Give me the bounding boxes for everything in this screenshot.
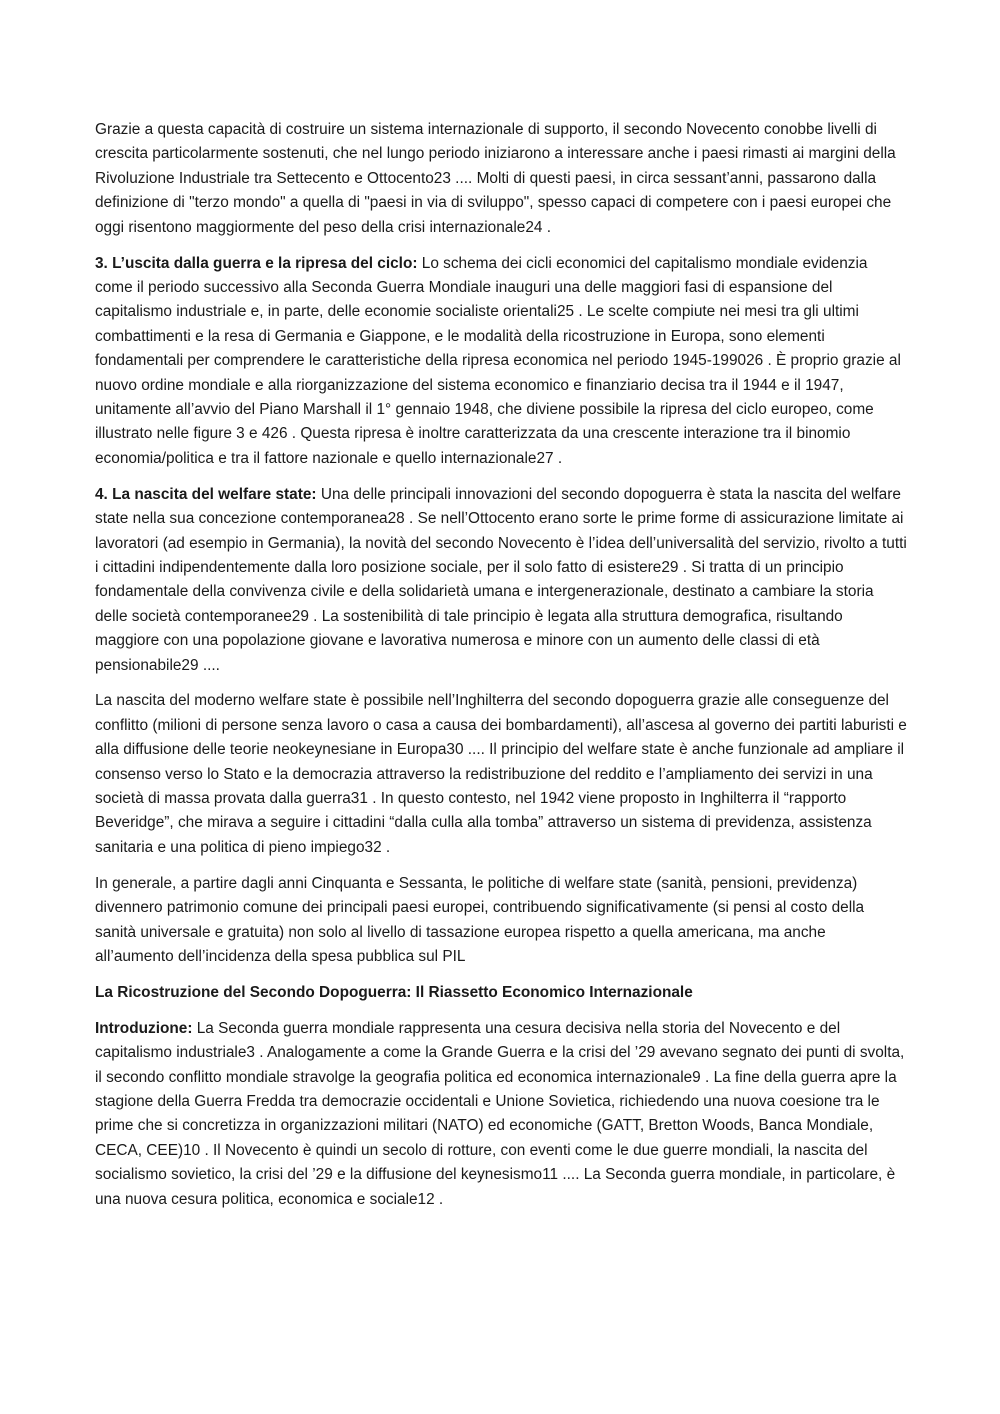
paragraph-welfare-europe: In generale, a partire dagli anni Cinquanta e Sessanta, le politiche di welfare state (sanità, pensioni, previdenza) divennero patrimonio comune dei principali paesi europei, contribuendo significativamente (si pensi al costo della sanità universale e gratuita) non solo al livello di tassazione europea rispetto a quella americana, ma anche all’aumento dell’incidenza della spesa pubblica sul PIL xyxy=(95,874,865,965)
paragraph-welfare-birth xyxy=(95,483,907,678)
paragraph-body-introduction: La Seconda guerra mondiale rappresenta una cesura decisiva nella storia del Novecento e del capitalismo industriale3 . Analogamente a come la Grande Guerra e la crisi del ’29 avevano segnato dei punti di svolta, il secondo conflitto mondiale stravolge la geografia politica ed economica internazionale9 . La fine della guerra apre la stagione della Guerra Fredda tra democrazie occidentali e Unione Sovietica, richiedendo una nuova coesione tra le prime che si concretizza in organizzazioni militari (NATO) ed economiche (GATT, Bretton Woods, Banca Mondiale, CECA, CEE)10 . Il Novecento è quindi un secolo di rotture, con eventi come le due guerre mondiali, la nascita del socialismo sovietico, la crisi del ’29 e la diffusione del keynesismo11 .... La Seconda guerra mondiale, in particolare, è una nuova cesura politica, economica e sociale12 . xyxy=(95,1019,905,1208)
paragraph-introduction xyxy=(95,1017,907,1212)
paragraph-lead-welfare-birth: 4. La nascita del welfare state: xyxy=(95,485,317,503)
paragraph-body-welfare-birth: Una delle principali innovazioni del secondo dopoguerra è stata la nascita del welfare state nella sua concezione contemporanea28 . Se nell’Ottocento erano sorte le prime forme di assicurazione limitate ai lavoratori (ad esempio in Germania), la novità del secondo Novecento è l’idea dell’universalità del servizio, rivolto a tutti i cittadini indipendentemente dalla loro posizione sociale, per il solo fatto di esistere29 . Si tratta di un principio fondamentale della convivenza civile e della solidarietà umana e intergenerazionale, destinato a cambiare la storia delle società contemporanee29 . La sostenibilità di tale principio è legata alla struttura demografica, risultando maggiore con una popolazione giovane e lavorativa numerosa e minore con un aumento delle classi di età pensionabile29 .... xyxy=(95,485,907,674)
paragraph-welfare-england: La nascita del moderno welfare state è possibile nell’Inghilterra del secondo dopoguerra grazie alle conseguenze del conflitto (milioni di persone senza lavoro o casa a causa dei bombardamenti), all’ascesa al governo dei partiti laburisti e alla diffusione delle teorie neokeynesiane in Europa30 .... Il principio del welfare state è anche funzionale ad ampliare il consenso verso lo Stato e la democrazia attraverso la redistribuzione del reddito e l’ampliamento dei servizi in una società di massa provata dalla guerra31 . In questo contesto, nel 1942 viene proposto in Inghilterra il “rapporto Beveridge”, che mirava a seguire i cittadini “dalla culla alla tomba” attraverso un sistema di previdenza, assistenza sanitaria e una politica di pieno impiego32 . xyxy=(95,692,907,856)
paragraph-growth: Grazie a questa capacità di costruire un sistema internazionale di supporto, il secondo Novecento conobbe livelli di crescita particolarmente sostenuti, che nel lungo periodo iniziarono a interessare anche i paesi rimasti ai margini della Rivoluzione Industriale tra Settecento e Ottocento23 .... Molti di questi paesi, in circa sessant’anni, passarono dalla definizione di "terzo mondo" a quella di "paesi in via di sviluppo", spesso capaci di competere con i paesi europei che oggi risentono maggiormente del peso della crisi internazionale24 . xyxy=(95,121,896,236)
paragraph-postwar-cycle xyxy=(95,252,907,472)
paragraph-lead-postwar-cycle: 3. L’uscita dalla guerra e la ripresa del ciclo: xyxy=(95,254,418,272)
paragraph-body-postwar-cycle: Lo schema dei cicli economici del capitalismo mondiale evidenzia come il periodo successivo alla Seconda Guerra Mondiale inauguri una delle maggiori fasi di espansione del capitalismo industriale e, in parte, delle economie socialiste orientali25 . Le scelte compiute nei mesi tra gli ultimi combattimenti e la resa di Germania e Giappone, e le modalità della ricostruzione in Europa, sono elementi fondamentali per comprendere le caratteristiche della ripresa economica nel periodo 1945-199026 . È proprio grazie al nuovo ordine mondiale e alla riorganizzazione del sistema economico e finanziario decisa tra il 1944 e il 1947, unitamente all’avvio del Piano Marshall il 1° gennaio 1948, che diviene possibile la ripresa del ciclo europeo, come illustrato nelle figure 3 e 426 . Questa ripresa è inoltre caratterizzata da una crescente interazione tra il binomio economia/politica e tra il fattore nazionale e quello internazionale27 . xyxy=(95,254,901,467)
section-title: La Ricostruzione del Secondo Dopoguerra: Il Riassetto Economico Internazionale xyxy=(95,983,693,1001)
paragraph-lead-introduction: Introduzione: xyxy=(95,1019,193,1037)
